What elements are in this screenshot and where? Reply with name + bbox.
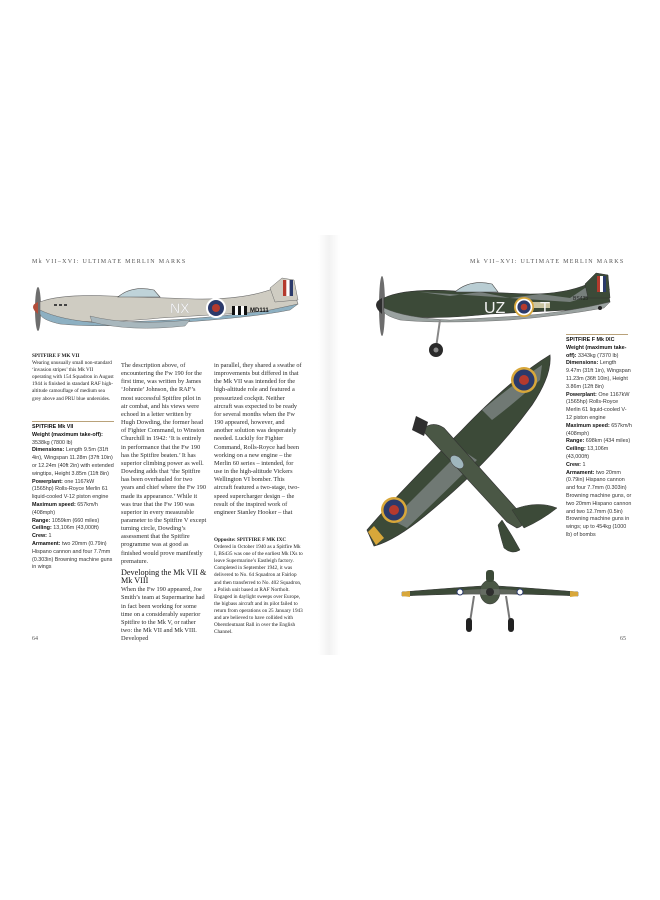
wing-roundel bbox=[381, 497, 407, 523]
page-gutter bbox=[318, 235, 340, 655]
caption-mk7 bbox=[32, 353, 114, 403]
caption-title: SPITFIRE F MK VII bbox=[32, 353, 80, 359]
spec-row: Range: 698km (434 miles) bbox=[566, 438, 631, 445]
spitfire-mk9c-front-view-illustration bbox=[400, 564, 580, 636]
left-running-head: Mk VII–XVI: ULTIMATE MERLIN MARKS bbox=[32, 259, 187, 265]
spec-row: Powerplant: One 1167kW (1565hp) Rolls-Royce Merlin 61 liquid-cooled V-12 piston engine bbox=[566, 391, 630, 421]
spec-row: Crew: 1 bbox=[566, 461, 586, 468]
main-wheel bbox=[466, 618, 472, 632]
roundel-red bbox=[212, 304, 220, 312]
fin-flash-white bbox=[600, 276, 603, 292]
fuselage-upper bbox=[40, 286, 298, 322]
right-page-number: 65 bbox=[620, 636, 626, 642]
invasion-stripes bbox=[232, 306, 247, 315]
caption-title: Opposite: SPITFIRE F MK IXC bbox=[214, 537, 287, 543]
spinner bbox=[376, 298, 382, 314]
aircraft-serial: BS435 bbox=[573, 296, 589, 302]
undercarriage-leg bbox=[470, 596, 474, 622]
wingtip-yellow bbox=[570, 591, 578, 597]
wingtip-yellow bbox=[402, 591, 410, 597]
spitfire-mk9c-plan-view-illustration bbox=[362, 350, 562, 560]
spec-row: Range: 1059km (660 miles) bbox=[32, 517, 100, 524]
left-page-number: 64 bbox=[32, 636, 38, 642]
main-wheel bbox=[508, 618, 514, 632]
body-column-1 bbox=[121, 362, 207, 643]
spec-row: Armament: two 20mm (0.79in) Hispano cannon and four 7.7mm (0.303in) Browning machine guns in wings bbox=[32, 540, 113, 571]
undercarriage-leg bbox=[506, 596, 510, 622]
caption-opposite bbox=[214, 537, 304, 636]
spec-row: Crew: 1 bbox=[32, 533, 52, 540]
tail-wheel bbox=[598, 306, 602, 310]
spec-row: Weight (maximum take-off): 3343kg (7370 lb) bbox=[566, 344, 627, 359]
spec-row: Maximum speed: 657km/h (408mph) bbox=[32, 501, 98, 516]
spec-title: SPITFIRE Mk VII bbox=[32, 424, 74, 430]
canopy bbox=[118, 289, 160, 297]
wing-roundel-small bbox=[517, 589, 523, 595]
spec-top-rule bbox=[566, 334, 628, 335]
right-running-head: Mk VII–XVI: ULTIMATE MERLIN MARKS bbox=[470, 259, 625, 265]
spec-row: Dimensions: Length 9.5m (31ft 4in), Wingspan 11.28m (37ft 10in) or 12.24m (40ft 2in) with extended wingtips, Height 3.85m (11ft 8in) bbox=[32, 447, 114, 477]
fin-flash-blue bbox=[603, 276, 606, 292]
spec-row: Weight (maximum take-off): 3538kg (7800 lb) bbox=[32, 431, 103, 446]
fin-flash-white bbox=[286, 280, 289, 296]
spec-row: Powerplant: one 1167kW (1565hp) Rolls-Royce Merlin 61 liquid-cooled V-12 piston engine bbox=[32, 478, 109, 501]
tail-fin-front bbox=[486, 570, 494, 582]
canopy bbox=[455, 283, 498, 292]
body-paragraph: When the Fw 190 appeared, Joe Smith’s team at Supermarine had in fact been working for some time on a considerably superior Spitfire to the Mk V, or rather two: the Mk VII and Mk VIII. Developed bbox=[121, 586, 205, 643]
spec-row: Armament: two 20mm (0.79in) Hispano cannon and four 7.7mm (0.303in) Browning machine guns, or two 20mm Hispano cannon and two 12.7mm (0.5in) Browning machine guns in wings; up to 454kg (1000 lb) of bombs bbox=[566, 469, 632, 538]
spinner bbox=[486, 588, 494, 596]
roundel-red bbox=[521, 304, 528, 311]
squadron-code: NX bbox=[170, 300, 190, 316]
section-heading: Developing the Mk VII & Mk VIII bbox=[121, 567, 207, 586]
wing-roundel-small bbox=[457, 589, 463, 595]
spec-top-rule bbox=[32, 421, 114, 422]
wing-roundel bbox=[511, 367, 537, 393]
spec-title: SPITFIRE F Mk IXC bbox=[566, 337, 615, 343]
spec-row: Ceiling: 13,106m (43,000ft) bbox=[32, 525, 99, 532]
spec-box-mk7 bbox=[32, 424, 116, 572]
fin-flash-blue bbox=[290, 280, 293, 296]
spec-row: Dimensions: Length 9.47m (31ft 1in), Wingspan 11.23m (36ft 10in), Height 3.86m (12ft 8in) bbox=[566, 360, 631, 390]
spitfire-mk7-profile-illustration bbox=[20, 276, 310, 344]
body-paragraph: in parallel, they shared a swathe of improvements but differed in that the Mk VII was intended for the high-altitude role and featured a pressurized cockpit. Neither aircraft was expected to be ready for several months when the Fw 190 appeared, however, and another solution was desperately needed. Luckily for Fighter Command, Rolls-Royce had been working on a new engine – the Merlin 60 series – intended, for use in the high-altitude Vickers Wellington VI bomber. This aircraft featured a two-stage, two-speed supercharger design – the result of the inspired work of engineer Stanley Hooker – that bbox=[214, 362, 302, 516]
body-paragraph: The description above, of encountering the Fw 190 for the first time, was written by James ‘Johnnie’ Johnson, the RAF’s most successful Spitfire pilot in air combat, and his views were echoed in a letter written by Hugh Dowding, the former head of Fighter Command, to Winston Churchill in 1942: ‘It is entirely in performance that the Fw 190 has the Spitfire beaten.’ It has superior climbing power as well. Dowding adds that ‘the Spitfire has been overhauled for two years and chief where the Fw 190 made its appearance.’ While it was true that the Fw 190 was superior in every measurable parameter to the Spitfire V except turning circle, Dowding’s assessment that the Spitfire programme was at good as finished would prove manifestly premature. bbox=[121, 362, 207, 565]
exhaust-stubs bbox=[54, 304, 67, 306]
body-column-2 bbox=[214, 362, 302, 517]
caption-text: Wearing unusually small non-standard ‘invasion stripes’ this Mk VII operating with 154 Squadron in August 1944 is finished in standard RAF high-altitude camouflage of medium sea grey above and PRU blue undersides. bbox=[32, 360, 114, 402]
spec-row: Maximum speed: 657km/h (408mph) bbox=[566, 422, 632, 437]
spec-row: Ceiling: 13,106m (43,000ft) bbox=[566, 446, 609, 460]
aircraft-letter: T bbox=[540, 300, 550, 317]
caption-text: Ordered in October 1940 as a Spitfire Mk I, BS435 was one of the earliest Mk IXs to leave Supermarine’s Eastleigh factory. Completed in September 1942, it was delivered to No. 64 Squadron at Fairlop and then transferred to No. 402 Squadron, a Polish unit based at RAF Northolt. Engaged in daylight sweeps over Europe, the bigbass aircraft and its pilot failed to return from operations on 25 January 1943 and are believed to have collided with Oberstleutnant Rall in over the English Channel. bbox=[214, 544, 303, 636]
squadron-code: UZ bbox=[484, 300, 506, 317]
aircraft-serial: MD111 bbox=[250, 308, 269, 314]
spec-box-mk9c bbox=[566, 337, 632, 540]
